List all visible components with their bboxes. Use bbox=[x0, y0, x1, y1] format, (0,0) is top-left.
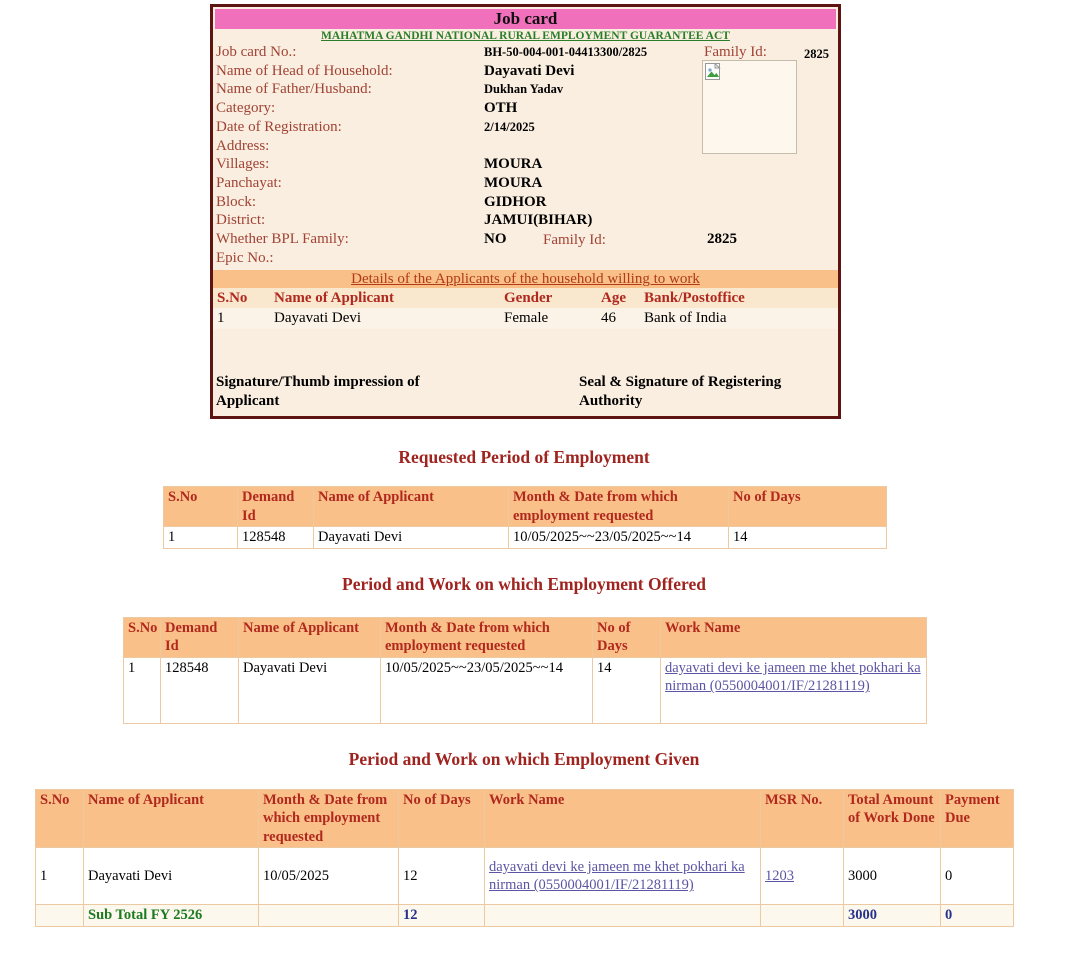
signature-block bbox=[213, 373, 838, 411]
field-row-villages bbox=[216, 155, 838, 174]
applicant-bank: Bank of India bbox=[640, 308, 838, 329]
col-days: No of Days bbox=[593, 617, 661, 657]
given-work-name-link[interactable]: dayavati devi ke jameen me khet pokhari ka nirman (0550004001/IF/21281119) bbox=[489, 858, 745, 894]
spacer bbox=[213, 329, 838, 373]
col-period: Month & Date from which employment requested bbox=[509, 487, 729, 527]
col-applicant: Name of Applicant bbox=[84, 789, 259, 848]
requested-demand-id: 128548 bbox=[238, 527, 314, 549]
col-month-date: Month & Date from which employment requested bbox=[259, 789, 399, 848]
job-card-box bbox=[210, 4, 841, 419]
applicant-age: 46 bbox=[597, 308, 640, 329]
subtotal-total-amount: 3000 bbox=[844, 905, 941, 927]
given-payment-due: 0 bbox=[941, 848, 1014, 905]
given-month-date: 10/05/2025 bbox=[259, 848, 399, 905]
offered-row bbox=[124, 657, 927, 723]
offered-period: 10/05/2025~~23/05/2025~~14 bbox=[381, 657, 593, 723]
col-bank: Bank/Postoffice bbox=[640, 288, 838, 308]
broken-image-icon bbox=[705, 68, 721, 85]
field-row-epic-no bbox=[216, 249, 838, 268]
given-total-amount: 3000 bbox=[844, 848, 941, 905]
offered-heading: Period and Work on which Employment Offered bbox=[342, 573, 706, 594]
panchayat-value: MOURA bbox=[484, 174, 543, 191]
requested-days: 14 bbox=[729, 527, 887, 549]
col-sno: S.No bbox=[164, 487, 238, 527]
col-gender: Gender bbox=[500, 288, 597, 308]
bpl-family-value: NO bbox=[484, 231, 507, 248]
registration-date-value: 2/14/2025 bbox=[484, 119, 535, 134]
requested-applicant: Dayavati Devi bbox=[314, 527, 509, 549]
given-heading: Period and Work on which Employment Given bbox=[348, 748, 700, 769]
field-label: Job card No.: bbox=[216, 44, 297, 60]
offered-table bbox=[123, 617, 927, 724]
family-id-value: 2825 bbox=[804, 47, 829, 61]
authority-signature-label: Seal & Signature of Registering Authority bbox=[579, 374, 782, 410]
applicants-header-row bbox=[213, 288, 838, 308]
given-applicant: Dayavati Devi bbox=[84, 848, 259, 905]
col-applicant: Name of Applicant bbox=[314, 487, 509, 527]
col-msr-no: MSR No. bbox=[761, 789, 844, 848]
lower-content bbox=[35, 446, 1013, 927]
requested-heading: Requested Period of Employment bbox=[398, 447, 650, 468]
subtotal-row bbox=[36, 905, 1014, 927]
district-value: JAMUI(BIHAR) bbox=[484, 212, 593, 229]
subtotal-empty bbox=[36, 905, 84, 927]
field-label: Villages: bbox=[216, 156, 270, 173]
field-label: Epic No.: bbox=[216, 249, 274, 266]
field-row-bpl-family bbox=[216, 230, 838, 249]
applicant-gender: Female bbox=[500, 308, 597, 329]
offered-header-row bbox=[124, 617, 927, 657]
field-label: Panchayat: bbox=[216, 174, 282, 191]
col-demand-id: Demand Id bbox=[238, 487, 314, 527]
col-work-name: Work Name bbox=[661, 617, 927, 657]
subtotal-label: Sub Total FY 2526 bbox=[84, 905, 259, 927]
msr-no-link[interactable]: 1203 bbox=[765, 868, 794, 885]
head-of-household-value: Dayavati Devi bbox=[484, 62, 575, 79]
given-days: 12 bbox=[399, 848, 485, 905]
col-sno: S.No bbox=[213, 288, 270, 308]
col-age: Age bbox=[597, 288, 640, 308]
subtotal-empty bbox=[485, 905, 761, 927]
jobcard-no-value: BH-50-004-001-04413300/2825 bbox=[484, 45, 648, 59]
offered-sno: 1 bbox=[124, 657, 161, 723]
applicant-row bbox=[213, 308, 838, 329]
col-payment-due: Payment Due bbox=[941, 789, 1014, 848]
father-husband-value: Dukhan Yadav bbox=[484, 82, 564, 97]
col-name: Name of Applicant bbox=[270, 288, 500, 308]
col-work-name: Work Name bbox=[485, 789, 761, 848]
offered-applicant: Dayavati Devi bbox=[239, 657, 381, 723]
applicant-photo-placeholder bbox=[702, 60, 797, 154]
given-table bbox=[35, 789, 1014, 927]
col-sno: S.No bbox=[124, 617, 161, 657]
field-row-district bbox=[216, 211, 838, 230]
applicants-table bbox=[213, 288, 838, 329]
field-row-jobcard-no bbox=[216, 43, 838, 62]
field-label: Address: bbox=[216, 137, 270, 154]
col-applicant: Name of Applicant bbox=[239, 617, 381, 657]
field-label: Name of Head of Household: bbox=[216, 62, 393, 79]
requested-period: 10/05/2025~~23/05/2025~~14 bbox=[509, 527, 729, 549]
offered-demand-id: 128548 bbox=[161, 657, 239, 723]
family-id-label: Family Id: bbox=[704, 44, 767, 60]
requested-sno: 1 bbox=[164, 527, 238, 549]
job-card-title: Job card bbox=[215, 9, 836, 29]
subtotal-empty bbox=[761, 905, 844, 927]
col-days: No of Days bbox=[729, 487, 887, 527]
col-sno: S.No bbox=[36, 789, 84, 848]
family-id-inline-value: 2825 bbox=[707, 231, 737, 248]
given-row bbox=[36, 848, 1014, 905]
col-demand-id: Demand Id bbox=[161, 617, 239, 657]
villages-value: MOURA bbox=[484, 156, 543, 173]
col-period: Month & Date from which employment requested bbox=[381, 617, 593, 657]
requested-table bbox=[163, 486, 887, 549]
family-id-inline-label: Family Id: bbox=[543, 232, 606, 249]
given-sno: 1 bbox=[36, 848, 84, 905]
field-label: Date of Registration: bbox=[216, 118, 342, 135]
field-row-block bbox=[216, 193, 838, 212]
col-days: No of Days bbox=[399, 789, 485, 848]
field-label: Category: bbox=[216, 100, 276, 117]
field-label: District: bbox=[216, 212, 266, 229]
subtotal-payment-due: 0 bbox=[941, 905, 1014, 927]
field-label: Block: bbox=[216, 193, 256, 210]
requested-header-row bbox=[164, 487, 887, 527]
applicant-sno: 1 bbox=[213, 308, 270, 329]
offered-days: 14 bbox=[593, 657, 661, 723]
act-title-link[interactable]: MAHATMA GANDHI NATIONAL RURAL EMPLOYMENT GUARANTEE ACT bbox=[321, 30, 730, 42]
offered-work-name-link[interactable]: dayavati devi ke jameen me khet pokhari ka nirman (0550004001/IF/21281119) bbox=[665, 659, 921, 695]
applicants-banner: Details of the Applicants of the household willing to work bbox=[213, 270, 838, 288]
block-value: GIDHOR bbox=[484, 193, 547, 210]
field-label: Whether BPL Family: bbox=[216, 231, 349, 248]
applicant-signature-label: Signature/Thumb impression of Applicant bbox=[216, 374, 420, 410]
applicant-name: Dayavati Devi bbox=[270, 308, 500, 329]
col-total-amount: Total Amount of Work Done bbox=[844, 789, 941, 848]
subtotal-empty bbox=[259, 905, 399, 927]
category-value: OTH bbox=[484, 100, 518, 117]
given-header-row bbox=[36, 789, 1014, 848]
subtotal-days: 12 bbox=[399, 905, 485, 927]
field-row-panchayat bbox=[216, 174, 838, 193]
requested-row bbox=[164, 527, 887, 549]
field-label: Name of Father/Husband: bbox=[216, 81, 372, 98]
